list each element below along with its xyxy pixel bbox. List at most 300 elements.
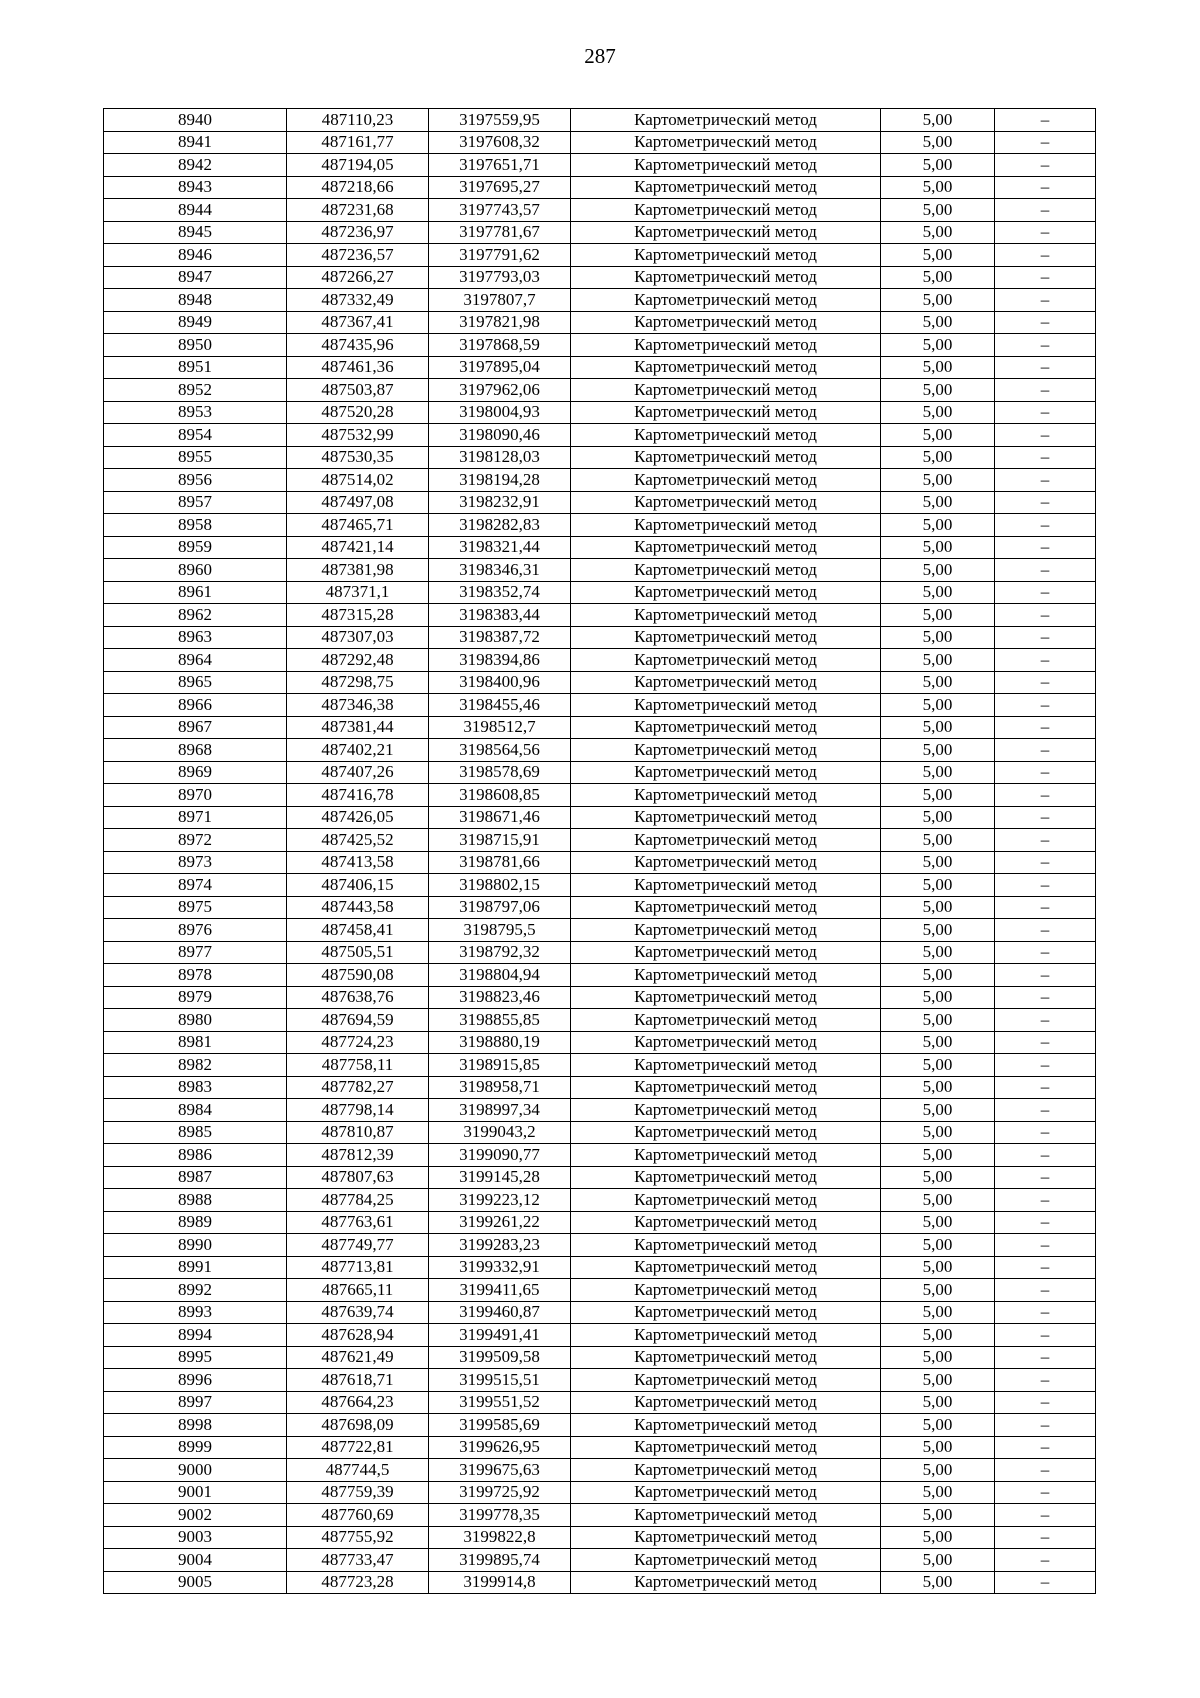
description-cell: – bbox=[995, 1571, 1096, 1594]
x-coordinate-cell: 487722,81 bbox=[287, 1436, 429, 1459]
y-coordinate-cell: 3199675,63 bbox=[429, 1459, 571, 1482]
x-coordinate-cell: 487530,35 bbox=[287, 446, 429, 469]
point-number-cell: 8986 bbox=[104, 1144, 287, 1167]
x-coordinate-cell: 487161,77 bbox=[287, 131, 429, 154]
point-number-cell: 8953 bbox=[104, 401, 287, 424]
description-cell: – bbox=[995, 806, 1096, 829]
point-number-cell: 8965 bbox=[104, 671, 287, 694]
description-cell: – bbox=[995, 671, 1096, 694]
x-coordinate-cell: 487465,71 bbox=[287, 514, 429, 537]
point-number-cell: 8940 bbox=[104, 109, 287, 132]
method-cell: Картометрический метод bbox=[571, 694, 881, 717]
table-row bbox=[104, 356, 1096, 379]
table-row bbox=[104, 604, 1096, 627]
description-cell: – bbox=[995, 1481, 1096, 1504]
table-row bbox=[104, 1301, 1096, 1324]
description-cell: – bbox=[995, 1526, 1096, 1549]
table-row bbox=[104, 1391, 1096, 1414]
table-row bbox=[104, 424, 1096, 447]
accuracy-cell: 5,00 bbox=[881, 739, 995, 762]
method-cell: Картометрический метод bbox=[571, 806, 881, 829]
table-row bbox=[104, 131, 1096, 154]
method-cell: Картометрический метод bbox=[571, 1436, 881, 1459]
y-coordinate-cell: 3198797,06 bbox=[429, 896, 571, 919]
description-cell: – bbox=[995, 154, 1096, 177]
description-cell: – bbox=[995, 1459, 1096, 1482]
method-cell: Картометрический метод bbox=[571, 941, 881, 964]
x-coordinate-cell: 487664,23 bbox=[287, 1391, 429, 1414]
description-cell: – bbox=[995, 1121, 1096, 1144]
table-row bbox=[104, 1121, 1096, 1144]
y-coordinate-cell: 3197651,71 bbox=[429, 154, 571, 177]
method-cell: Картометрический метод bbox=[571, 739, 881, 762]
x-coordinate-cell: 487782,27 bbox=[287, 1076, 429, 1099]
description-cell: – bbox=[995, 1414, 1096, 1437]
point-number-cell: 8961 bbox=[104, 581, 287, 604]
table-row bbox=[104, 1436, 1096, 1459]
point-number-cell: 8971 bbox=[104, 806, 287, 829]
table-row bbox=[104, 401, 1096, 424]
method-cell: Картометрический метод bbox=[571, 446, 881, 469]
description-cell: – bbox=[995, 109, 1096, 132]
accuracy-cell: 5,00 bbox=[881, 1369, 995, 1392]
y-coordinate-cell: 3198321,44 bbox=[429, 536, 571, 559]
description-cell: – bbox=[995, 964, 1096, 987]
x-coordinate-cell: 487638,76 bbox=[287, 986, 429, 1009]
y-coordinate-cell: 3199261,22 bbox=[429, 1211, 571, 1234]
method-cell: Картометрический метод bbox=[571, 536, 881, 559]
accuracy-cell: 5,00 bbox=[881, 761, 995, 784]
method-cell: Картометрический метод bbox=[571, 401, 881, 424]
x-coordinate-cell: 487402,21 bbox=[287, 739, 429, 762]
y-coordinate-cell: 3199411,65 bbox=[429, 1279, 571, 1302]
table-row bbox=[104, 986, 1096, 1009]
table-row bbox=[104, 851, 1096, 874]
y-coordinate-cell: 3199090,77 bbox=[429, 1144, 571, 1167]
point-number-cell: 8985 bbox=[104, 1121, 287, 1144]
point-number-cell: 8947 bbox=[104, 266, 287, 289]
y-coordinate-cell: 3198781,66 bbox=[429, 851, 571, 874]
method-cell: Картометрический метод bbox=[571, 626, 881, 649]
accuracy-cell: 5,00 bbox=[881, 941, 995, 964]
method-cell: Картометрический метод bbox=[571, 1324, 881, 1347]
table-row bbox=[104, 266, 1096, 289]
table-row bbox=[104, 1526, 1096, 1549]
accuracy-cell: 5,00 bbox=[881, 176, 995, 199]
accuracy-cell: 5,00 bbox=[881, 244, 995, 267]
point-number-cell: 8993 bbox=[104, 1301, 287, 1324]
accuracy-cell: 5,00 bbox=[881, 1436, 995, 1459]
table-row bbox=[104, 1571, 1096, 1594]
point-number-cell: 8978 bbox=[104, 964, 287, 987]
point-number-cell: 8997 bbox=[104, 1391, 287, 1414]
method-cell: Картометрический метод bbox=[571, 964, 881, 987]
accuracy-cell: 5,00 bbox=[881, 1459, 995, 1482]
point-number-cell: 8959 bbox=[104, 536, 287, 559]
method-cell: Картометрический метод bbox=[571, 1414, 881, 1437]
y-coordinate-cell: 3198802,15 bbox=[429, 874, 571, 897]
y-coordinate-cell: 3197559,95 bbox=[429, 109, 571, 132]
accuracy-cell: 5,00 bbox=[881, 1549, 995, 1572]
method-cell: Картометрический метод bbox=[571, 1369, 881, 1392]
accuracy-cell: 5,00 bbox=[881, 199, 995, 222]
point-number-cell: 8962 bbox=[104, 604, 287, 627]
accuracy-cell: 5,00 bbox=[881, 109, 995, 132]
table-row bbox=[104, 379, 1096, 402]
x-coordinate-cell: 487698,09 bbox=[287, 1414, 429, 1437]
table-row bbox=[104, 694, 1096, 717]
y-coordinate-cell: 3198352,74 bbox=[429, 581, 571, 604]
description-cell: – bbox=[995, 1369, 1096, 1392]
point-number-cell: 8943 bbox=[104, 176, 287, 199]
x-coordinate-cell: 487416,78 bbox=[287, 784, 429, 807]
y-coordinate-cell: 3197695,27 bbox=[429, 176, 571, 199]
x-coordinate-cell: 487760,69 bbox=[287, 1504, 429, 1527]
point-number-cell: 8994 bbox=[104, 1324, 287, 1347]
y-coordinate-cell: 3198232,91 bbox=[429, 491, 571, 514]
point-number-cell: 8996 bbox=[104, 1369, 287, 1392]
table-row bbox=[104, 1211, 1096, 1234]
method-cell: Картометрический метод bbox=[571, 1526, 881, 1549]
table-row bbox=[104, 1054, 1096, 1077]
point-number-cell: 9005 bbox=[104, 1571, 287, 1594]
method-cell: Картометрический метод bbox=[571, 1031, 881, 1054]
method-cell: Картометрический метод bbox=[571, 829, 881, 852]
accuracy-cell: 5,00 bbox=[881, 514, 995, 537]
x-coordinate-cell: 487694,59 bbox=[287, 1009, 429, 1032]
table-row bbox=[104, 671, 1096, 694]
point-number-cell: 9003 bbox=[104, 1526, 287, 1549]
y-coordinate-cell: 3198387,72 bbox=[429, 626, 571, 649]
description-cell: – bbox=[995, 559, 1096, 582]
method-cell: Картометрический метод bbox=[571, 176, 881, 199]
point-number-cell: 8987 bbox=[104, 1166, 287, 1189]
y-coordinate-cell: 3199515,51 bbox=[429, 1369, 571, 1392]
y-coordinate-cell: 3198997,34 bbox=[429, 1099, 571, 1122]
y-coordinate-cell: 3198564,56 bbox=[429, 739, 571, 762]
x-coordinate-cell: 487231,68 bbox=[287, 199, 429, 222]
accuracy-cell: 5,00 bbox=[881, 311, 995, 334]
page-number: 287 bbox=[584, 44, 616, 68]
description-cell: – bbox=[995, 1211, 1096, 1234]
table-row bbox=[104, 221, 1096, 244]
x-coordinate-cell: 487236,97 bbox=[287, 221, 429, 244]
method-cell: Картометрический метод bbox=[571, 1504, 881, 1527]
x-coordinate-cell: 487461,36 bbox=[287, 356, 429, 379]
method-cell: Картометрический метод bbox=[571, 154, 881, 177]
table-row bbox=[104, 649, 1096, 672]
accuracy-cell: 5,00 bbox=[881, 1121, 995, 1144]
method-cell: Картометрический метод bbox=[571, 469, 881, 492]
table-row bbox=[104, 874, 1096, 897]
accuracy-cell: 5,00 bbox=[881, 289, 995, 312]
point-number-cell: 8970 bbox=[104, 784, 287, 807]
method-cell: Картометрический метод bbox=[571, 109, 881, 132]
x-coordinate-cell: 487733,47 bbox=[287, 1549, 429, 1572]
accuracy-cell: 5,00 bbox=[881, 806, 995, 829]
accuracy-cell: 5,00 bbox=[881, 1526, 995, 1549]
y-coordinate-cell: 3198455,46 bbox=[429, 694, 571, 717]
description-cell: – bbox=[995, 874, 1096, 897]
x-coordinate-cell: 487407,26 bbox=[287, 761, 429, 784]
x-coordinate-cell: 487236,57 bbox=[287, 244, 429, 267]
table-row bbox=[104, 154, 1096, 177]
y-coordinate-cell: 3197608,32 bbox=[429, 131, 571, 154]
point-number-cell: 8944 bbox=[104, 199, 287, 222]
method-cell: Картометрический метод bbox=[571, 671, 881, 694]
method-cell: Картометрический метод bbox=[571, 851, 881, 874]
description-cell: – bbox=[995, 289, 1096, 312]
method-cell: Картометрический метод bbox=[571, 1234, 881, 1257]
x-coordinate-cell: 487755,92 bbox=[287, 1526, 429, 1549]
description-cell: – bbox=[995, 1436, 1096, 1459]
point-number-cell: 8995 bbox=[104, 1346, 287, 1369]
y-coordinate-cell: 3199914,8 bbox=[429, 1571, 571, 1594]
method-cell: Картометрический метод bbox=[571, 986, 881, 1009]
x-coordinate-cell: 487425,52 bbox=[287, 829, 429, 852]
method-cell: Картометрический метод bbox=[571, 649, 881, 672]
y-coordinate-cell: 3199778,35 bbox=[429, 1504, 571, 1527]
description-cell: – bbox=[995, 761, 1096, 784]
table-row bbox=[104, 446, 1096, 469]
x-coordinate-cell: 487621,49 bbox=[287, 1346, 429, 1369]
x-coordinate-cell: 487371,1 bbox=[287, 581, 429, 604]
x-coordinate-cell: 487763,61 bbox=[287, 1211, 429, 1234]
point-number-cell: 8967 bbox=[104, 716, 287, 739]
description-cell: – bbox=[995, 784, 1096, 807]
point-number-cell: 8980 bbox=[104, 1009, 287, 1032]
accuracy-cell: 5,00 bbox=[881, 1189, 995, 1212]
method-cell: Картометрический метод bbox=[571, 761, 881, 784]
table-row bbox=[104, 1166, 1096, 1189]
point-number-cell: 8968 bbox=[104, 739, 287, 762]
y-coordinate-cell: 3199551,52 bbox=[429, 1391, 571, 1414]
accuracy-cell: 5,00 bbox=[881, 1279, 995, 1302]
description-cell: – bbox=[995, 1031, 1096, 1054]
description-cell: – bbox=[995, 379, 1096, 402]
description-cell: – bbox=[995, 446, 1096, 469]
x-coordinate-cell: 487758,11 bbox=[287, 1054, 429, 1077]
accuracy-cell: 5,00 bbox=[881, 131, 995, 154]
y-coordinate-cell: 3198194,28 bbox=[429, 469, 571, 492]
x-coordinate-cell: 487332,49 bbox=[287, 289, 429, 312]
table-row bbox=[104, 1144, 1096, 1167]
table-row bbox=[104, 829, 1096, 852]
point-number-cell: 8979 bbox=[104, 986, 287, 1009]
method-cell: Картометрический метод bbox=[571, 131, 881, 154]
description-cell: – bbox=[995, 1234, 1096, 1257]
method-cell: Картометрический метод bbox=[571, 1099, 881, 1122]
x-coordinate-cell: 487749,77 bbox=[287, 1234, 429, 1257]
method-cell: Картометрический метод bbox=[571, 784, 881, 807]
description-cell: – bbox=[995, 311, 1096, 334]
y-coordinate-cell: 3199460,87 bbox=[429, 1301, 571, 1324]
description-cell: – bbox=[995, 941, 1096, 964]
y-coordinate-cell: 3198608,85 bbox=[429, 784, 571, 807]
table-row bbox=[104, 1099, 1096, 1122]
description-cell: – bbox=[995, 1009, 1096, 1032]
accuracy-cell: 5,00 bbox=[881, 896, 995, 919]
point-number-cell: 8948 bbox=[104, 289, 287, 312]
table-row bbox=[104, 1256, 1096, 1279]
method-cell: Картометрический метод bbox=[571, 874, 881, 897]
accuracy-cell: 5,00 bbox=[881, 334, 995, 357]
accuracy-cell: 5,00 bbox=[881, 784, 995, 807]
table-row bbox=[104, 896, 1096, 919]
table-row bbox=[104, 1414, 1096, 1437]
point-number-cell: 8954 bbox=[104, 424, 287, 447]
point-number-cell: 8972 bbox=[104, 829, 287, 852]
accuracy-cell: 5,00 bbox=[881, 1414, 995, 1437]
method-cell: Картометрический метод bbox=[571, 1481, 881, 1504]
table-row bbox=[104, 559, 1096, 582]
x-coordinate-cell: 487810,87 bbox=[287, 1121, 429, 1144]
y-coordinate-cell: 3198128,03 bbox=[429, 446, 571, 469]
accuracy-cell: 5,00 bbox=[881, 1076, 995, 1099]
table-row bbox=[104, 469, 1096, 492]
description-cell: – bbox=[995, 356, 1096, 379]
table-row bbox=[104, 1369, 1096, 1392]
y-coordinate-cell: 3198004,93 bbox=[429, 401, 571, 424]
point-number-cell: 9004 bbox=[104, 1549, 287, 1572]
accuracy-cell: 5,00 bbox=[881, 446, 995, 469]
y-coordinate-cell: 3198394,86 bbox=[429, 649, 571, 672]
description-cell: – bbox=[995, 1301, 1096, 1324]
table-row bbox=[104, 1346, 1096, 1369]
y-coordinate-cell: 3199822,8 bbox=[429, 1526, 571, 1549]
description-cell: – bbox=[995, 581, 1096, 604]
point-number-cell: 8955 bbox=[104, 446, 287, 469]
x-coordinate-cell: 487421,14 bbox=[287, 536, 429, 559]
x-coordinate-cell: 487435,96 bbox=[287, 334, 429, 357]
description-cell: – bbox=[995, 131, 1096, 154]
description-cell: – bbox=[995, 986, 1096, 1009]
method-cell: Картометрический метод bbox=[571, 1256, 881, 1279]
coordinates-table bbox=[103, 108, 1096, 1594]
point-number-cell: 8976 bbox=[104, 919, 287, 942]
description-cell: – bbox=[995, 401, 1096, 424]
accuracy-cell: 5,00 bbox=[881, 919, 995, 942]
accuracy-cell: 5,00 bbox=[881, 1256, 995, 1279]
table-row bbox=[104, 919, 1096, 942]
method-cell: Картометрический метод bbox=[571, 1166, 881, 1189]
description-cell: – bbox=[995, 491, 1096, 514]
x-coordinate-cell: 487381,44 bbox=[287, 716, 429, 739]
description-cell: – bbox=[995, 176, 1096, 199]
x-coordinate-cell: 487497,08 bbox=[287, 491, 429, 514]
description-cell: – bbox=[995, 1099, 1096, 1122]
accuracy-cell: 5,00 bbox=[881, 604, 995, 627]
method-cell: Картометрический метод bbox=[571, 1121, 881, 1144]
description-cell: – bbox=[995, 694, 1096, 717]
x-coordinate-cell: 487639,74 bbox=[287, 1301, 429, 1324]
table-row bbox=[104, 1009, 1096, 1032]
y-coordinate-cell: 3198915,85 bbox=[429, 1054, 571, 1077]
method-cell: Картометрический метод bbox=[571, 1144, 881, 1167]
x-coordinate-cell: 487505,51 bbox=[287, 941, 429, 964]
y-coordinate-cell: 3198880,19 bbox=[429, 1031, 571, 1054]
x-coordinate-cell: 487266,27 bbox=[287, 266, 429, 289]
y-coordinate-cell: 3197743,57 bbox=[429, 199, 571, 222]
table-row bbox=[104, 1504, 1096, 1527]
x-coordinate-cell: 487744,5 bbox=[287, 1459, 429, 1482]
accuracy-cell: 5,00 bbox=[881, 671, 995, 694]
description-cell: – bbox=[995, 851, 1096, 874]
table-row bbox=[104, 536, 1096, 559]
x-coordinate-cell: 487759,39 bbox=[287, 1481, 429, 1504]
accuracy-cell: 5,00 bbox=[881, 964, 995, 987]
accuracy-cell: 5,00 bbox=[881, 536, 995, 559]
table-row bbox=[104, 784, 1096, 807]
description-cell: – bbox=[995, 199, 1096, 222]
description-cell: – bbox=[995, 1076, 1096, 1099]
description-cell: – bbox=[995, 266, 1096, 289]
method-cell: Картометрический метод bbox=[571, 896, 881, 919]
point-number-cell: 8975 bbox=[104, 896, 287, 919]
method-cell: Картометрический метод bbox=[571, 1571, 881, 1594]
table-row bbox=[104, 716, 1096, 739]
description-cell: – bbox=[995, 244, 1096, 267]
x-coordinate-cell: 487665,11 bbox=[287, 1279, 429, 1302]
point-number-cell: 8988 bbox=[104, 1189, 287, 1212]
table-row bbox=[104, 761, 1096, 784]
x-coordinate-cell: 487406,15 bbox=[287, 874, 429, 897]
accuracy-cell: 5,00 bbox=[881, 851, 995, 874]
accuracy-cell: 5,00 bbox=[881, 491, 995, 514]
y-coordinate-cell: 3199895,74 bbox=[429, 1549, 571, 1572]
description-cell: – bbox=[995, 1324, 1096, 1347]
method-cell: Картометрический метод bbox=[571, 1054, 881, 1077]
y-coordinate-cell: 3197868,59 bbox=[429, 334, 571, 357]
description-cell: – bbox=[995, 1391, 1096, 1414]
accuracy-cell: 5,00 bbox=[881, 1234, 995, 1257]
table-row bbox=[104, 311, 1096, 334]
description-cell: – bbox=[995, 1549, 1096, 1572]
accuracy-cell: 5,00 bbox=[881, 1166, 995, 1189]
y-coordinate-cell: 3199509,58 bbox=[429, 1346, 571, 1369]
point-number-cell: 8984 bbox=[104, 1099, 287, 1122]
point-number-cell: 8952 bbox=[104, 379, 287, 402]
y-coordinate-cell: 3198090,46 bbox=[429, 424, 571, 447]
accuracy-cell: 5,00 bbox=[881, 379, 995, 402]
point-number-cell: 8949 bbox=[104, 311, 287, 334]
x-coordinate-cell: 487798,14 bbox=[287, 1099, 429, 1122]
point-number-cell: 9002 bbox=[104, 1504, 287, 1527]
table-row bbox=[104, 1234, 1096, 1257]
accuracy-cell: 5,00 bbox=[881, 559, 995, 582]
x-coordinate-cell: 487590,08 bbox=[287, 964, 429, 987]
accuracy-cell: 5,00 bbox=[881, 401, 995, 424]
description-cell: – bbox=[995, 424, 1096, 447]
x-coordinate-cell: 487784,25 bbox=[287, 1189, 429, 1212]
x-coordinate-cell: 487413,58 bbox=[287, 851, 429, 874]
y-coordinate-cell: 3198958,71 bbox=[429, 1076, 571, 1099]
table-row bbox=[104, 1189, 1096, 1212]
x-coordinate-cell: 487426,05 bbox=[287, 806, 429, 829]
point-number-cell: 8966 bbox=[104, 694, 287, 717]
y-coordinate-cell: 3199145,28 bbox=[429, 1166, 571, 1189]
description-cell: – bbox=[995, 334, 1096, 357]
table-row bbox=[104, 626, 1096, 649]
method-cell: Картометрический метод bbox=[571, 1189, 881, 1212]
y-coordinate-cell: 3198400,96 bbox=[429, 671, 571, 694]
x-coordinate-cell: 487503,87 bbox=[287, 379, 429, 402]
accuracy-cell: 5,00 bbox=[881, 1391, 995, 1414]
x-coordinate-cell: 487110,23 bbox=[287, 109, 429, 132]
accuracy-cell: 5,00 bbox=[881, 1481, 995, 1504]
method-cell: Картометрический метод bbox=[571, 604, 881, 627]
method-cell: Картометрический метод bbox=[571, 221, 881, 244]
